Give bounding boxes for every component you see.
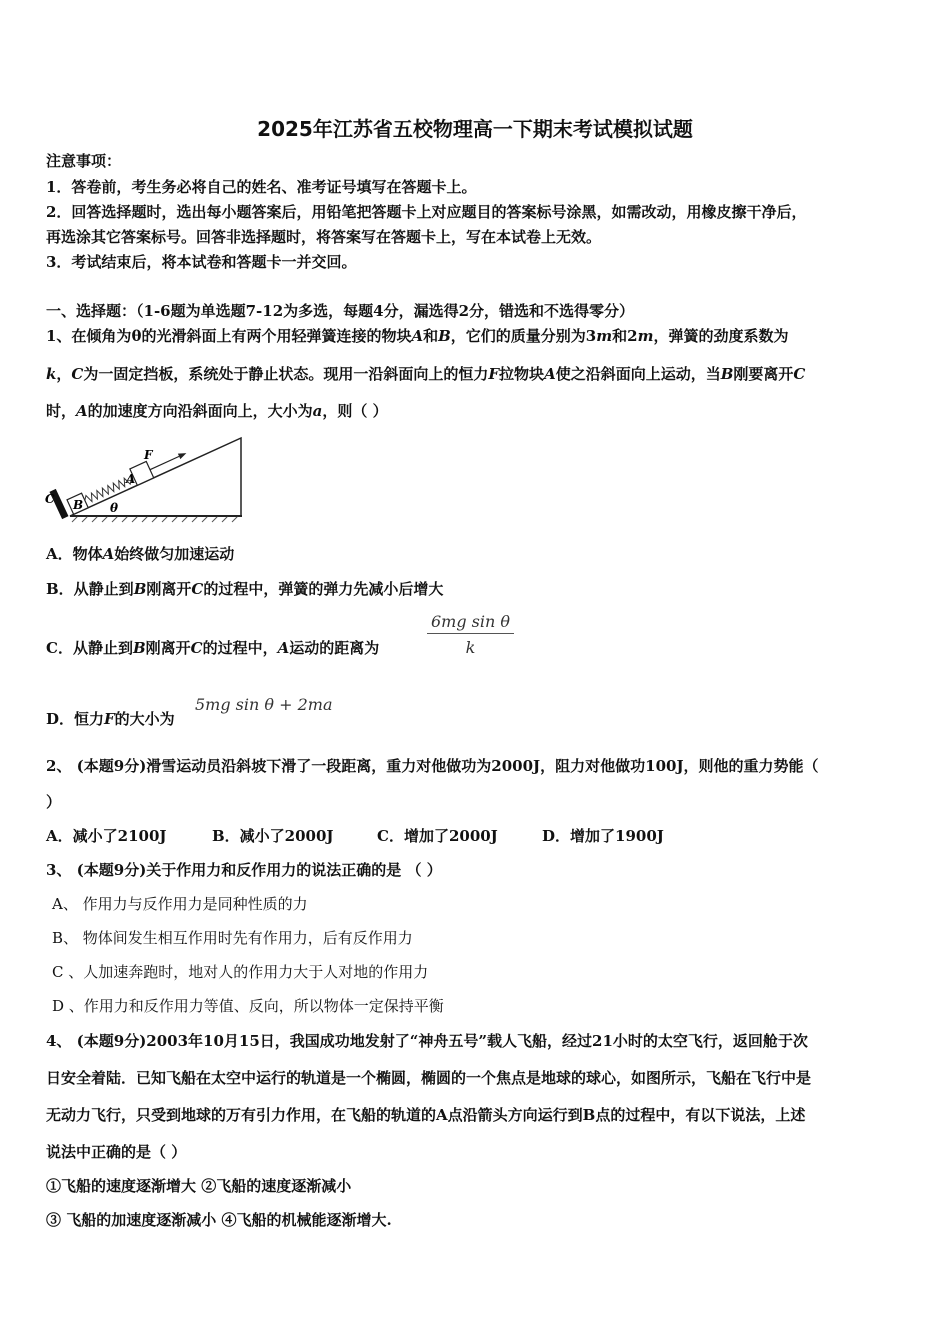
label-C: C (45, 492, 55, 506)
q1-option-d[interactable]: D．恒力F的大小为 (46, 710, 175, 728)
q2-stem-line-1: 2、 (本题9分)滑雪运动员沿斜坡下滑了一段距离，重力对他做功为2000J，阻力对他做功100J，则他的重力势能（ (46, 757, 819, 775)
q1-stem-line-3: 时，A的加速度方向沿斜面向上，大小为a，则（ ） (46, 402, 388, 420)
q1-option-c[interactable]: C．从静止到B刚离开C的过程中，A运动的距离为 (46, 639, 380, 657)
q4-stem-line-2: 日安全着陆．已知飞船在太空中运行的轨道是一个椭圆，椭圆的一个焦点是地球的球心，如图所示，飞船在飞行中是 (46, 1069, 812, 1087)
fraction-numerator: 6mg sin θ (427, 612, 514, 634)
section-heading: 一、选择题：（1-6题为单选题7-12为多选，每题4分，漏选得2分，错选和不选得零分） (46, 302, 635, 320)
q3-option-b[interactable]: B、 物体间发生相互作用时先有作用力，后有反作用力 (52, 929, 413, 947)
label-B: B (73, 498, 84, 512)
incline-wedge (70, 438, 241, 516)
q1-option-a[interactable]: A．物体A始终做匀加速运动 (46, 545, 235, 563)
incline-figure (40, 432, 250, 524)
notice-item-3: 3．考试结束后，将本试卷和答题卡一并交回。 (46, 253, 357, 271)
q1-option-b[interactable]: B．从静止到B刚离开C的过程中，弹簧的弹力先减小后增大 (46, 580, 444, 598)
notice-item-2a: 2．回答选择题时，选出每小题答案后，用铅笔把答题卡上对应题目的答案标号涂黑，如需改动，用橡皮擦干净后， (46, 203, 807, 221)
q3-stem: 3、 (本题9分)关于作用力和反作用力的说法正确的是 （ ） (46, 861, 442, 879)
notice-item-1: 1．答卷前，考生务必将自己的姓名、准考证号填写在答题卡上。 (46, 178, 477, 196)
notice-item-2b: 再选涂其它答案标号。回答非选择题时，将答案写在答题卡上，写在本试卷上无效。 (46, 228, 602, 246)
q4-statements-1-2: ①飞船的速度逐渐增大 ②飞船的速度逐渐减小 (46, 1177, 352, 1195)
q3-option-d[interactable]: D 、作用力和反作用力等值、反向，所以物体一定保持平衡 (52, 997, 444, 1015)
notice-heading: 注意事项： (46, 152, 122, 170)
q3-option-a[interactable]: A、 作用力与反作用力是同种性质的力 (52, 895, 308, 913)
fraction-denominator: k (465, 638, 476, 657)
q4-stem-line-4: 说法中正确的是（ ） (46, 1143, 187, 1161)
q2-stem-line-2: ） (46, 793, 62, 811)
q2-option-c[interactable]: C．增加了2000J (377, 827, 498, 845)
q1-stem-line-2: k，C为一固定挡板，系统处于静止状态。现用一沿斜面向上的恒力F拉物块A使之沿斜面向上运动，当B刚要离开C (46, 365, 806, 383)
label-F: F (144, 448, 153, 462)
label-A: A (126, 472, 136, 486)
q4-stem-line-3: 无动力飞行，只受到地球的万有引力作用，在飞船的轨道的A点沿箭头方向运行到B点的过程中，有以下说法，上述 (46, 1106, 806, 1124)
q2-option-d[interactable]: D．增加了1900J (542, 827, 664, 845)
q1-option-c-fraction (427, 612, 514, 657)
q1-stem-line-1: 1、在倾角为θ的光滑斜面上有两个用轻弹簧连接的物块A和B，它们的质量分别为3m和2m，弹簧的劲度系数为 (46, 327, 789, 345)
q3-option-c[interactable]: C 、人加速奔跑时，地对人的作用力大于人对地的作用力 (52, 963, 429, 981)
q4-statements-3-4: ③ 飞船的加速度逐渐减小 ④飞船的机械能逐渐增大. (46, 1211, 392, 1229)
q1-option-d-expression: 5mg sin θ + 2ma (195, 695, 333, 714)
label-theta: θ (110, 501, 119, 515)
q2-option-a[interactable]: A．减小了2100J (46, 827, 167, 845)
page-title: 2025年江苏省五校物理高一下期末考试模拟试题 (257, 117, 693, 141)
q4-stem-line-1: 4、 (本题9分)2003年10月15日，我国成功地发射了“神舟五号”载人飞船，经过21小时的太空飞行，返回舱于次 (46, 1032, 808, 1050)
q2-option-b[interactable]: B．减小了2000J (212, 827, 334, 845)
